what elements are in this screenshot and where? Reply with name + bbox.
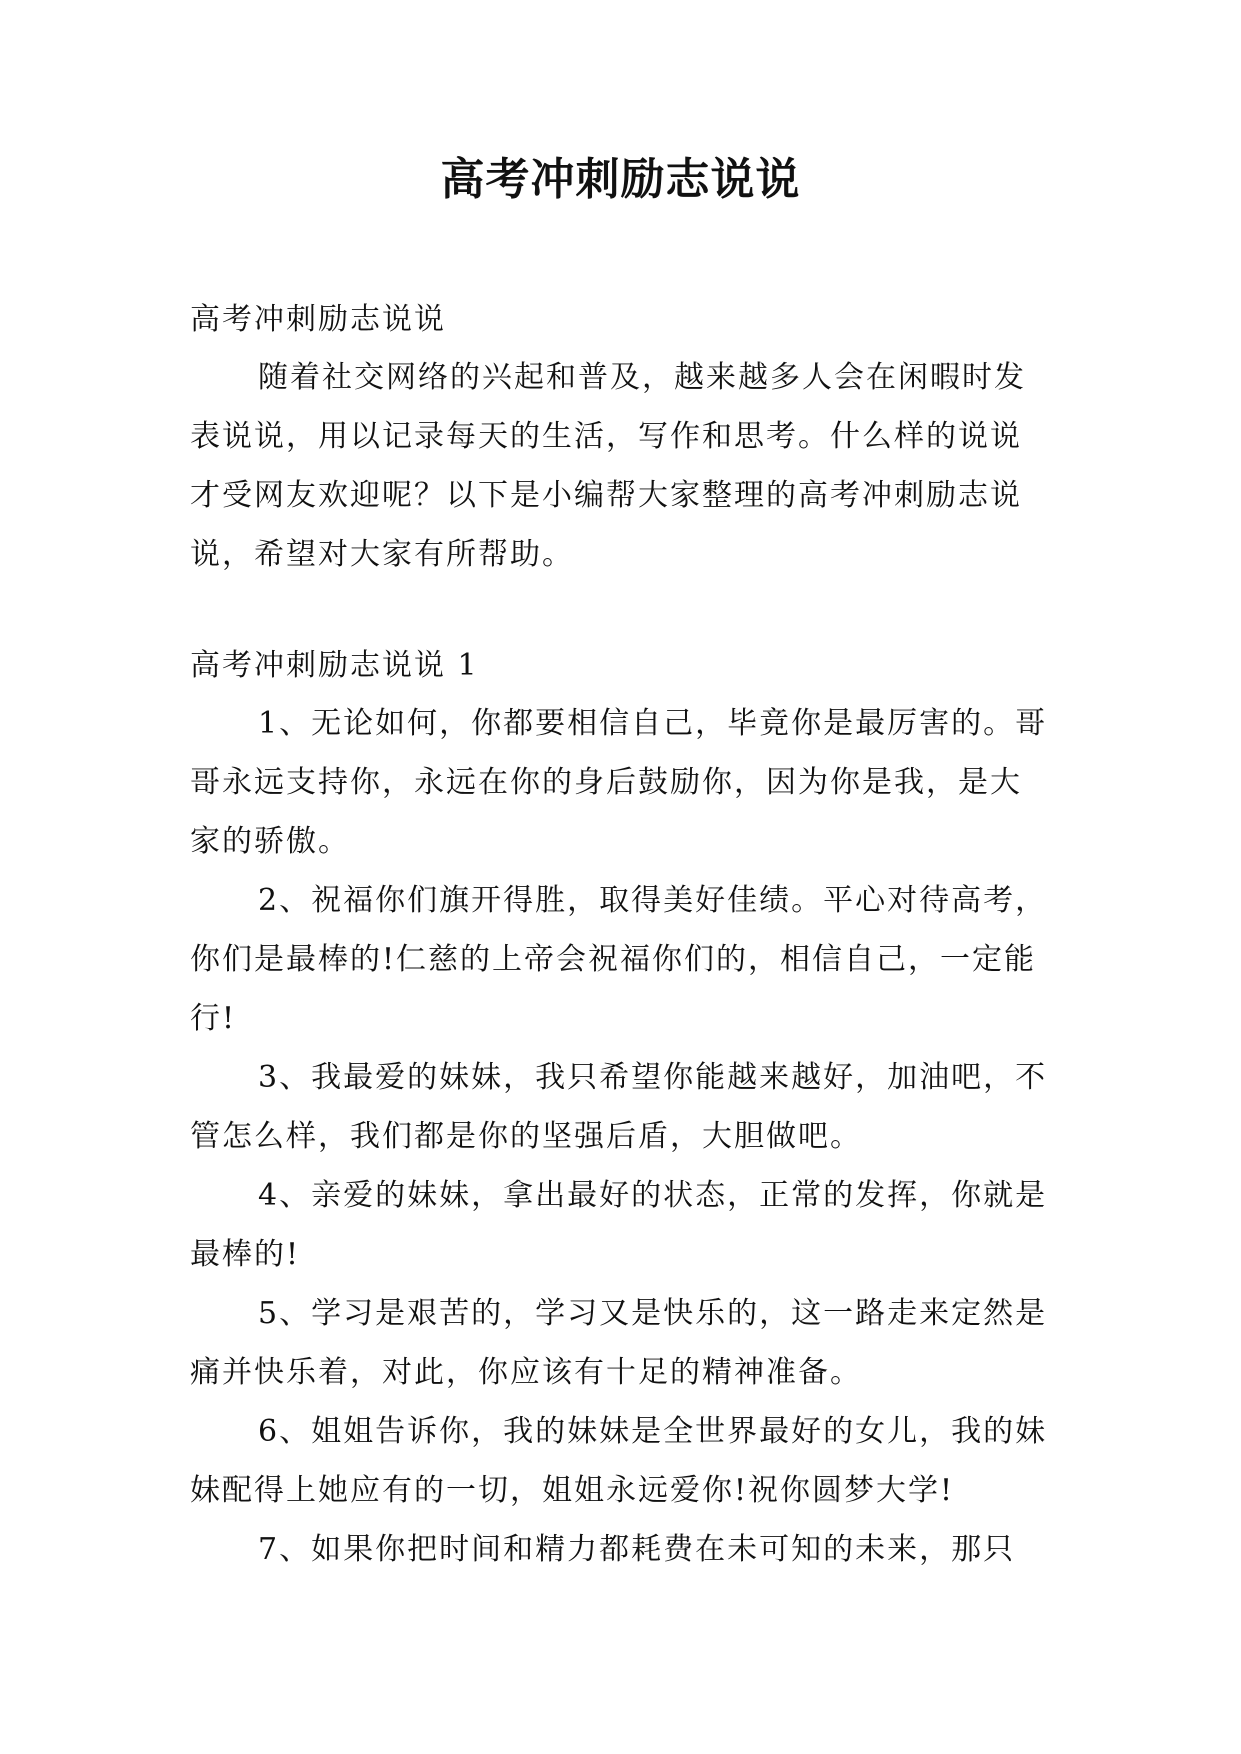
intro-heading: 高考冲刺励志说说 (190, 302, 446, 337)
intro-paragraph-block (190, 348, 1050, 584)
list-item: 4、亲爱的妹妹，拿出最好的状态，正常的发挥，你就是最棒的! (190, 1178, 1048, 1272)
list-item: 5、学习是艰苦的，学习又是快乐的，这一路走来定然是痛并快乐着，对此，你应该有十足的精神准备。 (190, 1296, 1048, 1390)
list-item: 6、姐姐告诉你，我的妹妹是全世界最好的女儿，我的妹妹配得上她应有的一切，姐姐永远爱你!祝你圆梦大学! (190, 1414, 1048, 1508)
intro-heading-block (190, 290, 1050, 349)
list-item: 2、祝福你们旗开得胜，取得美好佳绩。平心对待高考，你们是最棒的!仁慈的上帝会祝福你们的，相信自己，一定能行! (190, 883, 1048, 1036)
intro-paragraph: 随着社交网络的兴起和普及，越来越多人会在闲暇时发表说说，用以记录每天的生活，写作和思考。什么样的说说才受网友欢迎呢？以下是小编帮大家整理的高考冲刺励志说说，希望对大家有所帮助。 (190, 360, 1026, 572)
list-item: 7、如果你把时间和精力都耗费在未可知的未来，那只 (258, 1532, 1016, 1567)
list-item: 1、无论如何，你都要相信自己，毕竟你是最厉害的。哥哥永远支持你，永远在你的身后鼓励你，因为你是我，是大家的骄傲。 (190, 706, 1048, 859)
section-heading: 高考冲刺励志说说 1 (190, 648, 479, 683)
list-item: 3、我最爱的妹妹，我只希望你能越来越好，加油吧，不管怎么样，我们都是你的坚强后盾，大胆做吧。 (190, 1060, 1048, 1154)
item-list (190, 694, 1050, 1579)
document-title: 高考冲刺励志说说 (440, 154, 801, 205)
section-heading-block (190, 636, 1050, 695)
